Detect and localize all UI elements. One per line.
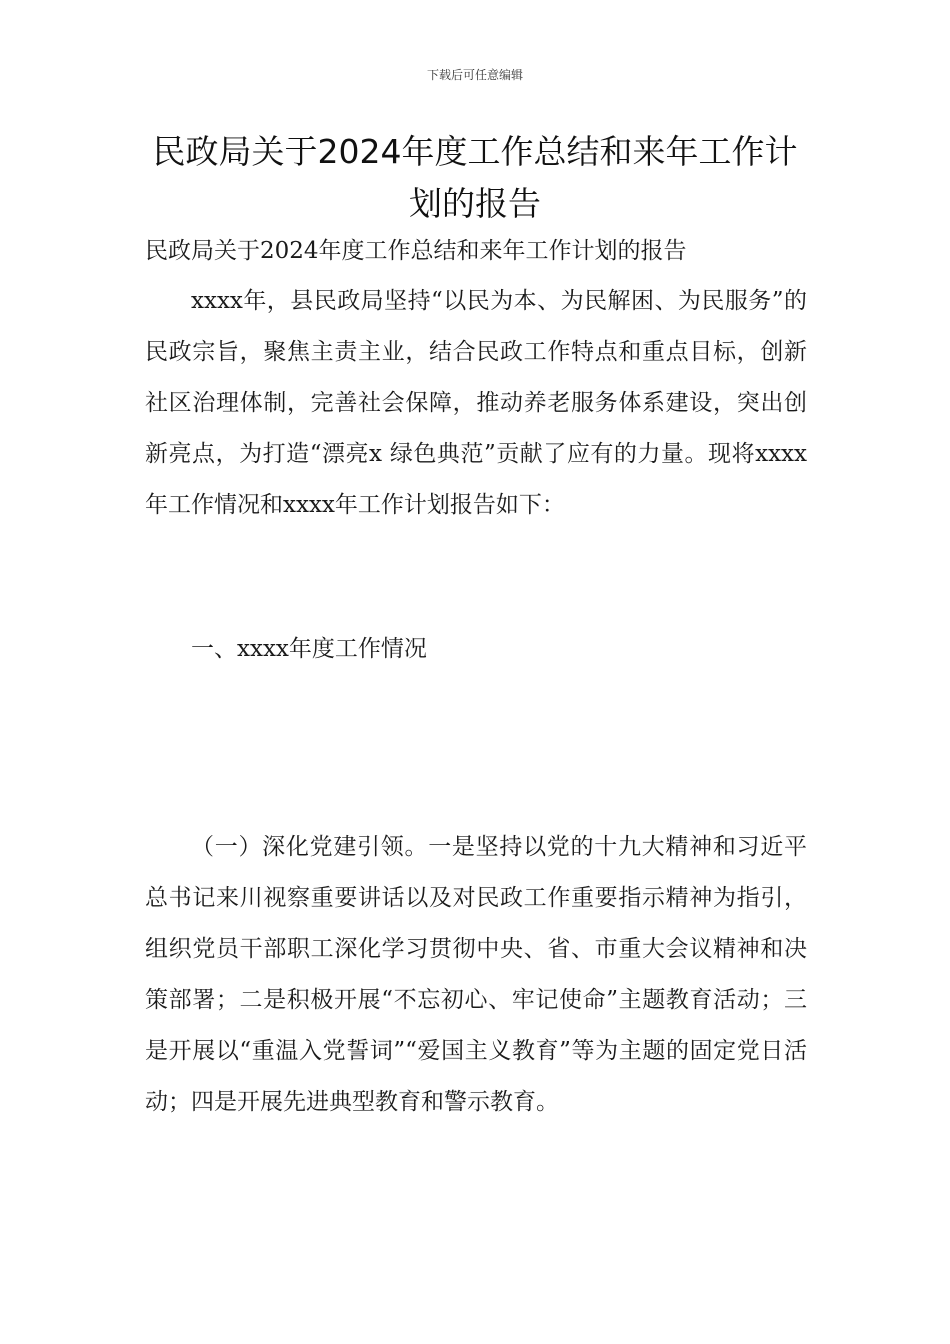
section-heading: 一、xxxx年度工作情况 xyxy=(191,636,427,662)
intro-paragraph: xxxx年，县民政局坚持“以民为本、为民解困、为民服务”的民政宗旨，聚焦主责主业，结合民政工作特点和重点目标，创新社区治理体制，完善社会保障，推动养老服务体系建设，突出创新亮点，为打造“漂亮x 绿色典范”贡献了应有的力量。现将xxxx年工作情况和xxxx年工作计划报告如下： xyxy=(145,288,807,518)
document-title: 民政局关于2024年度工作总结和来年工作计划的报告 xyxy=(152,132,798,223)
subsection-paragraph: （一）深化党建引领。一是坚持以党的十九大精神和习近平总书记来川视察重要讲话以及对民政工作重要指示精神为指引，组织党员干部职工深化学习贯彻中央、省、市重大会议精神和决策部署；二是积极开展“不忘初心、牢记使命”主题教育活动；三是开展以“重温入党誓词”“爱国主义教育”等为主题的固定党日活动；四是开展先进典型教育和警示教育。 xyxy=(145,834,807,1115)
subtitle-line: 民政局关于2024年度工作总结和来年工作计划的报告 xyxy=(145,238,687,264)
header-note: 下载后可任意编辑 xyxy=(426,68,523,82)
